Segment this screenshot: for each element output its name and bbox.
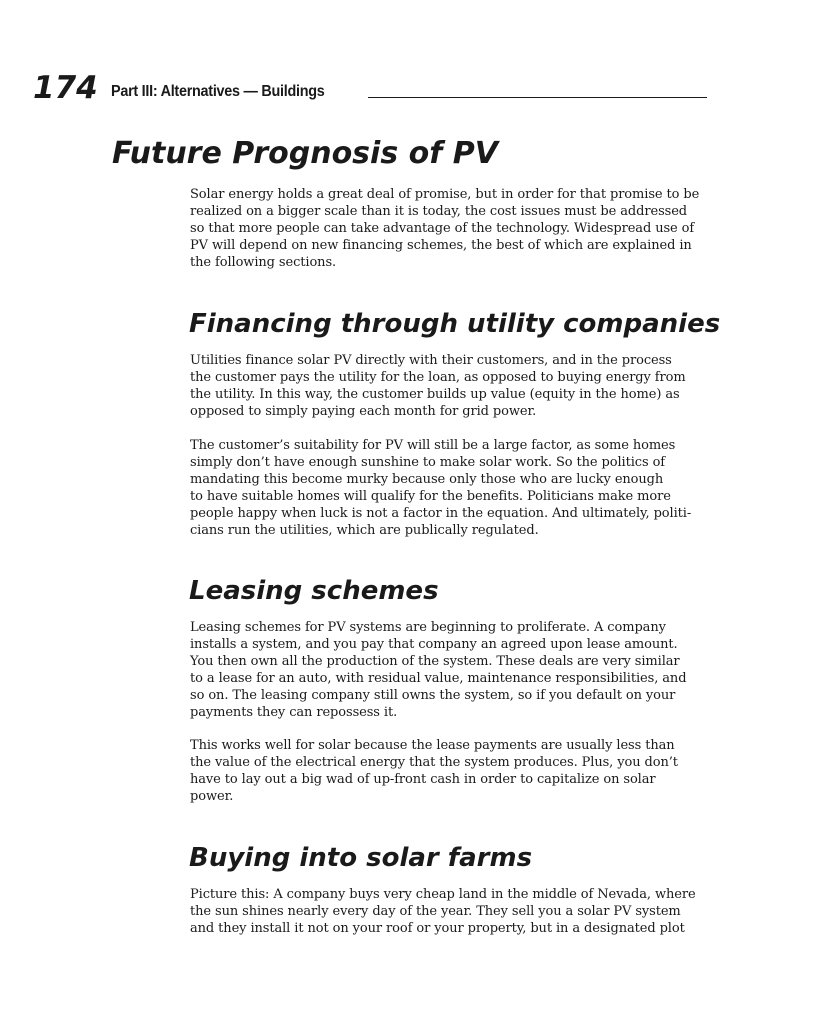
text-line: The customer’s suitability for PV will still be a large factor, as some homes (190, 438, 676, 453)
text-line: the following sections. (190, 255, 337, 270)
running-head: Part III: Alternatives — Buildings (111, 83, 325, 100)
text-line: PV will depend on new financing schemes, the best of which are explained in (190, 238, 692, 253)
text-line: cians run the utilities, which are publically regulated. (190, 523, 539, 538)
section-heading-utility-financing: Financing through utility companies (189, 309, 721, 339)
utility-financing-paragraph-2 (190, 437, 691, 539)
text-line: the sun shines nearly every day of the year. They sell you a solar PV system (190, 904, 681, 919)
text-line: power. (190, 789, 234, 804)
text-line: the value of the electrical energy that the system produces. Plus, you don’t (190, 755, 678, 770)
text-line: opposed to simply paying each month for grid power. (190, 404, 537, 419)
leasing-paragraph-1 (190, 619, 686, 721)
text-line: realized on a bigger scale than it is today, the cost issues must be addressed (190, 204, 688, 219)
text-line: and they install it not on your roof or your property, but in a designated plot (190, 921, 685, 936)
leasing-paragraph-2 (190, 737, 678, 805)
header-rule (368, 97, 707, 98)
text-line: Picture this: A company buys very cheap land in the middle of Nevada, where (190, 887, 696, 902)
section-heading-solar-farms: Buying into solar farms (189, 843, 533, 873)
text-line: You then own all the production of the system. These deals are very similar (190, 654, 680, 669)
solar-farms-paragraph-1 (190, 886, 696, 937)
section-heading-leasing: Leasing schemes (189, 576, 439, 606)
chapter-section-title: Future Prognosis of PV (112, 136, 498, 171)
text-line: so that more people can take advantage of the technology. Widespread use of (190, 221, 695, 236)
text-line: the utility. In this way, the customer builds up value (equity in the home) as (190, 387, 680, 402)
text-line: people happy when luck is not a factor in the equation. And ultimately, politi- (190, 506, 692, 521)
text-line: mandating this become murky because only those who are lucky enough (190, 472, 664, 487)
text-line: payments they can repossess it. (190, 705, 398, 720)
text-line: This works well for solar because the lease payments are usually less than (190, 738, 675, 753)
utility-financing-paragraph-1 (190, 352, 686, 420)
page-number: 174 (33, 70, 98, 106)
text-line: installs a system, and you pay that company an agreed upon lease amount. (190, 637, 678, 652)
text-line: the customer pays the utility for the loan, as opposed to buying energy from (190, 370, 686, 385)
intro-paragraph (190, 186, 699, 271)
text-line: Leasing schemes for PV systems are beginning to proliferate. A company (190, 620, 666, 635)
text-line: so on. The leasing company still owns the system, so if you default on your (190, 688, 676, 703)
text-line: Utilities finance solar PV directly with their customers, and in the process (190, 353, 672, 368)
text-line: have to lay out a big wad of up-front cash in order to capitalize on solar (190, 772, 656, 787)
text-line: simply don’t have enough sunshine to make solar work. So the politics of (190, 455, 666, 470)
text-line: to a lease for an auto, with residual value, maintenance responsibilities, and (190, 671, 687, 686)
text-line: to have suitable homes will qualify for the benefits. Politicians make more (190, 489, 671, 504)
text-line: Solar energy holds a great deal of promise, but in order for that promise to be (190, 187, 700, 202)
